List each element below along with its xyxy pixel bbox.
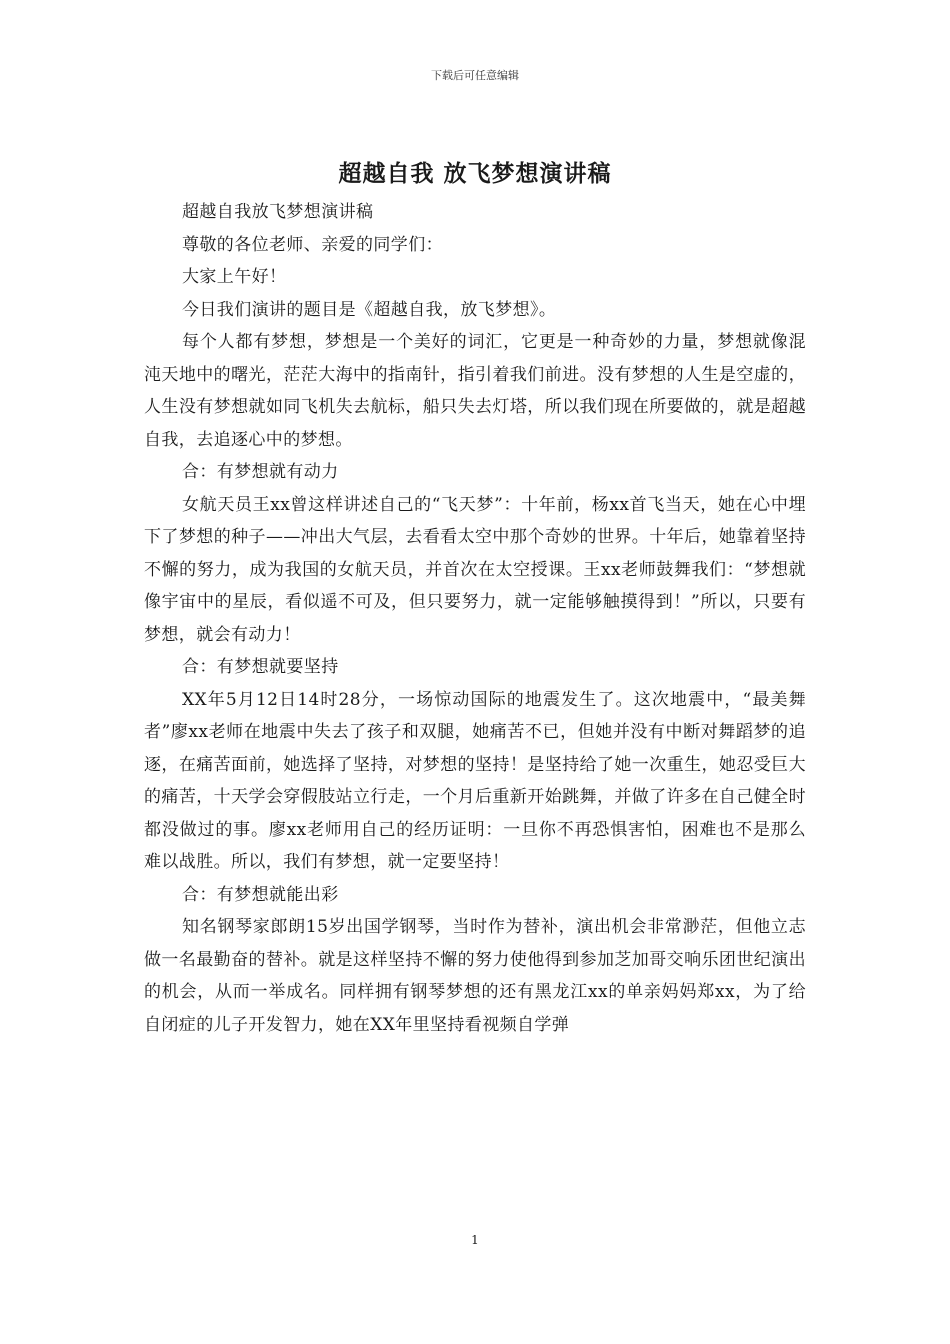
paragraph-section-heading: 合：有梦想就能出彩 bbox=[182, 884, 339, 905]
paragraph-section-heading: 合：有梦想就要坚持 bbox=[182, 657, 339, 677]
paragraph-body: XX年5月12日14时28分，一场惊动国际的地震发生了。这次地震中，“最美舞者”廖xx老师在地震中失去了孩子和双腿，她痛苦不已，但她并没有中断对舞蹈梦的追逐，在痛苦面前，她选择了坚持，对梦想的坚持！是坚持给了她一次重生，她忍受巨大的痛苦，十天学会穿假肢站立行走，一个月后重新开始跳舞，并做了许多在自己健全时都没做过的事。廖xx老师用自己的经历证明：一旦你不再恐惧害怕，困难也不是那么难以战胜。所以，我们有梦想，就一定要坚持！ bbox=[144, 689, 806, 872]
document-body bbox=[144, 196, 806, 1041]
paragraph-salutation: 尊敬的各位老师、亲爱的同学们： bbox=[182, 234, 443, 255]
paragraph-section-heading: 合：有梦想就有动力 bbox=[182, 462, 339, 482]
page-header: 下载后可任意编辑 bbox=[431, 69, 519, 82]
document-title: 超越自我 放飞梦想演讲稿 bbox=[338, 160, 612, 187]
paragraph-topic: 今日我们演讲的题目是《超越自我，放飞梦想》。 bbox=[182, 299, 557, 320]
paragraph-body: 知名钢琴家郎朗15岁出国学钢琴，当时作为替补，演出机会非常渺茫，但他立志做一名最勤奋的替补。就是这样坚持不懈的努力使他得到参加芝加哥交响乐团世纪演出的机会，从而一举成名。同样拥有钢琴梦想的还有黑龙江xx的单亲妈妈郑xx，为了给自闭症的儿子开发智力，她在XX年里坚持看视频自学弹 bbox=[144, 917, 806, 1035]
paragraph-subtitle: 超越自我放飞梦想演讲稿 bbox=[182, 202, 374, 222]
page-number: 1 bbox=[471, 1233, 479, 1247]
paragraph-greeting: 大家上午好！ bbox=[182, 267, 287, 287]
paragraph-body: 每个人都有梦想，梦想是一个美好的词汇，它更是一种奇妙的力量，梦想就像混沌天地中的曙光，茫茫大海中的指南针，指引着我们前进。没有梦想的人生是空虚的，人生没有梦想就如同飞机失去航标，船只失去灯塔，所以我们现在所要做的，就是超越自我，去追逐心中的梦想。 bbox=[144, 332, 806, 450]
paragraph-body: 女航天员王xx曾这样讲述自己的“飞天梦”：十年前，杨xx首飞当天，她在心中埋下了梦想的种子——冲出大气层，去看看太空中那个奇妙的世界。十年后，她靠着坚持不懈的努力，成为我国的女航天员，并首次在太空授课。王xx老师鼓舞我们：“梦想就像宇宙中的星辰，看似遥不可及，但只要努力，就一定能够触摸得到！”所以，只要有梦想，就会有动力！ bbox=[144, 494, 806, 645]
